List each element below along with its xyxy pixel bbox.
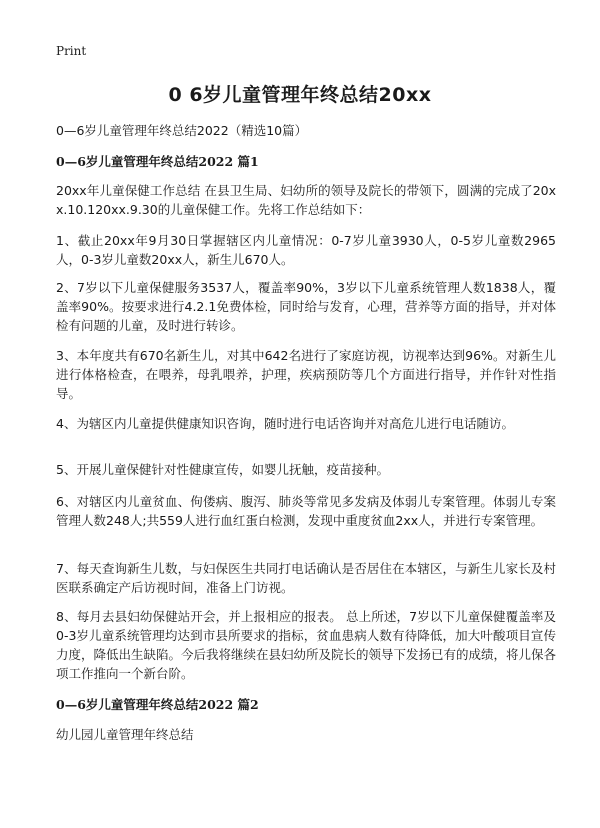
paragraph: 4、为辖区内儿童提供健康知识咨询，随时进行电话咨询并对高危儿进行电话随访。 xyxy=(56,416,514,431)
section-heading-2: 0—6岁儿童管理年终总结2022 篇2 xyxy=(56,697,259,712)
paragraph: 2、7岁以下儿童保健服务3537人，覆盖率90%，3岁以下儿童系统管理人数1838人，覆盖率90%。按要求进行4.2.1免费体检，同时给与发育，心理，营养等方面的指导，并对体检有问题的儿童，及时进行转诊。 xyxy=(56,280,556,333)
section-heading-1: 0—6岁儿童管理年终总结2022 篇1 xyxy=(56,154,259,169)
paragraph: 8、每月去县妇幼保健站开会，并上报相应的报表。 总上所述，7岁以下儿童保健覆盖率及0-3岁儿童系统管理均达到市县所要求的指标，贫血患病人数有待降低，加大叶酸项目宣传力度，降低出生缺陷。今后我将继续在县妇幼所及院长的领导下发扬已有的成绩，将儿保各项工作推向一个新台阶。 xyxy=(56,609,557,681)
paragraph: 20xx年儿童保健工作总结 在县卫生局、妇幼所的领导及院长的带领下，圆满的完成了20xx.10.120xx.9.30的儿童保健工作。先将工作总结如下： xyxy=(56,183,556,217)
page-title: 0 6岁儿童管理年终总结20xx xyxy=(168,84,432,106)
paragraph: 6、对辖区内儿童贫血、佝偻病、腹泻、肺炎等常见多发病及体弱儿专案管理。体弱儿专案管理人数248人;共559人进行血红蛋白检测，发现中重度贫血2xx人，并进行专案管理。 xyxy=(56,494,556,528)
document-subtitle: 0—6岁儿童管理年终总结2022（精选10篇） xyxy=(56,123,308,138)
paragraph: 5、开展儿童保健针对性健康宣传，如婴儿抚触，疫苗接种。 xyxy=(56,462,389,477)
paragraph: 幼儿园儿童管理年终总结 xyxy=(56,727,194,742)
print-label[interactable]: Print xyxy=(56,44,87,58)
paragraph: 7、每天查询新生儿数，与妇保医生共同打电话确认是否居住在本辖区，与新生儿家长及村医联系确定产后访视时间，准备上门访视。 xyxy=(56,561,556,595)
paragraph: 3、本年度共有670名新生儿，对其中642名进行了家庭访视，访视率达到96%。对新生儿进行体格检查，在喂养，母乳喂养，护理，疾病预防等几个方面进行指导，并作针对性指导。 xyxy=(56,348,556,401)
paragraph: 1、截止20xx年9月30日掌握辖区内儿童情况：0-7岁儿童3930人，0-5岁儿童数2965人，0-3岁儿童数20xx人，新生儿670人。 xyxy=(56,233,556,267)
